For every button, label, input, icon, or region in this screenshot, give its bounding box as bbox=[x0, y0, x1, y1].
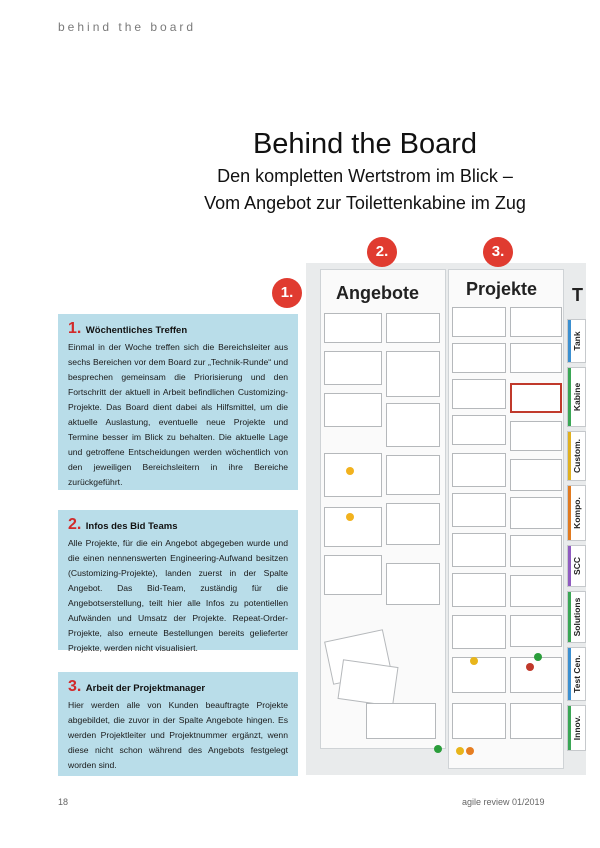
board-card bbox=[510, 307, 562, 337]
marker-2: 2. bbox=[367, 237, 397, 267]
box-heading: Wöchentliches Treffen bbox=[85, 325, 188, 336]
board-card bbox=[510, 615, 562, 647]
board-card bbox=[510, 343, 562, 373]
board-card bbox=[452, 379, 506, 409]
board-card bbox=[324, 453, 382, 497]
magnet-dot bbox=[346, 467, 354, 475]
magnet-dot bbox=[456, 747, 464, 755]
box-number: 3. bbox=[68, 678, 82, 695]
board-card bbox=[452, 573, 506, 607]
box-heading: Infos des Bid Teams bbox=[85, 521, 178, 532]
box-number: 2. bbox=[68, 516, 82, 533]
board-card bbox=[324, 555, 382, 595]
subtitle-line-2: Vom Angebot zur Toilettenkabine im Zug bbox=[204, 193, 526, 213]
board-card bbox=[386, 563, 440, 605]
magnet-dot bbox=[526, 663, 534, 671]
board-card bbox=[510, 459, 562, 491]
board-card bbox=[510, 497, 562, 529]
box-text: Einmal in der Woche treffen sich die Bereichsleiter aus sechs Bereichen vor dem Board zur „Technik-Runde“ und besprechen gemeinsam die Priorisierung und den Fortschritt der aktuell in Arbeit befindlichen Customizing-Projekte. Das Board dient dabei als Hilfsmittel, um die aktuelle Auslastung, eventuelle neue Projekte und Termine besser im Blick zu behalten. Die aktuelle Lage und getroffene Entscheidungen werden wöchentlich von den jeweiligen Bereichsleitern in ihre Bereiche zurückgeführt. bbox=[68, 342, 288, 487]
running-head: behind the board bbox=[58, 20, 197, 34]
magnet-dot bbox=[434, 745, 442, 753]
board-category: Test Cen. bbox=[567, 647, 586, 701]
board-card bbox=[452, 615, 506, 649]
board-card bbox=[452, 307, 506, 337]
board-card bbox=[366, 703, 436, 739]
subtitle-line-1: Den kompletten Wertstrom im Blick – bbox=[217, 166, 513, 186]
info-box-2 bbox=[58, 510, 298, 653]
magnet-dot bbox=[466, 747, 474, 755]
board-card bbox=[452, 657, 506, 693]
board-column-title-next: T bbox=[572, 285, 583, 305]
board-card bbox=[510, 703, 562, 739]
board-card bbox=[386, 313, 440, 343]
board-card bbox=[386, 403, 440, 447]
board-category: Tank bbox=[567, 319, 586, 363]
magazine-issue: agile review 01/2019 bbox=[462, 797, 545, 807]
box-heading: Arbeit der Projektmanager bbox=[85, 683, 206, 694]
board-card bbox=[452, 415, 506, 445]
board-card bbox=[510, 575, 562, 607]
board-card bbox=[324, 507, 382, 547]
board-photo bbox=[306, 263, 586, 775]
board-column-title-projekte: Projekte bbox=[466, 279, 538, 299]
marker-3: 3. bbox=[483, 237, 513, 267]
box-number: 1. bbox=[68, 320, 82, 337]
board-card bbox=[452, 703, 506, 739]
board-card bbox=[452, 343, 506, 373]
box-text: Alle Projekte, für die ein Angebot abgegeben wurde und die einen nennenswerten Engineering-Aufwand besitzen (Customizing-Projekte), landen zuerst in der Spalte Angebot. Das Bid-Team, zuständig für die Angebotserstellung, teilt hier alle Infos zu potentiellen Aufwänden und Umsatz der Projekte. Repeat-Order-Projekte, also erneute Bestellungen bereits gelieferter Projekte, werden nicht visualisiert. bbox=[68, 538, 288, 653]
page-title: Behind the Board bbox=[252, 128, 478, 160]
title-block bbox=[0, 128, 600, 215]
board-card bbox=[452, 533, 506, 567]
board-card bbox=[386, 455, 440, 495]
board-card bbox=[337, 659, 398, 706]
board-card bbox=[452, 493, 506, 527]
page-number: 18 bbox=[58, 797, 69, 807]
board-card bbox=[510, 535, 562, 567]
magnet-dot bbox=[470, 657, 478, 665]
board-card bbox=[386, 503, 440, 545]
box-text: Hier werden alle von Kunden beauftragte Projekte abgebildet, die zuvor in der Spalte Angebote hingen. Es werden Projektleiter und Projektnummer ergänzt, wenn diese nicht schon während des Angebots festgelegt worden sind. bbox=[68, 700, 288, 770]
info-box-1 bbox=[58, 314, 298, 490]
board-card bbox=[452, 453, 506, 487]
board-category: Innov. bbox=[567, 705, 586, 751]
board-card bbox=[324, 393, 382, 427]
board-category: Solutions bbox=[567, 591, 586, 643]
board-category: Kompo. bbox=[567, 485, 586, 541]
board-card bbox=[510, 657, 562, 693]
magnet-dot bbox=[534, 653, 542, 661]
magnet-dot bbox=[346, 513, 354, 521]
board-card bbox=[510, 421, 562, 451]
board-column-title-angebote: Angebote bbox=[336, 283, 419, 303]
marker-1: 1. bbox=[272, 278, 302, 308]
board-category: Custom. bbox=[567, 431, 586, 481]
board-card bbox=[324, 351, 382, 385]
board-card bbox=[324, 313, 382, 343]
board-category: Kabine bbox=[567, 367, 586, 427]
board-card-highlighted bbox=[510, 383, 562, 413]
board-card bbox=[386, 351, 440, 397]
info-box-3 bbox=[58, 672, 298, 776]
board-category: SCC bbox=[567, 545, 586, 587]
